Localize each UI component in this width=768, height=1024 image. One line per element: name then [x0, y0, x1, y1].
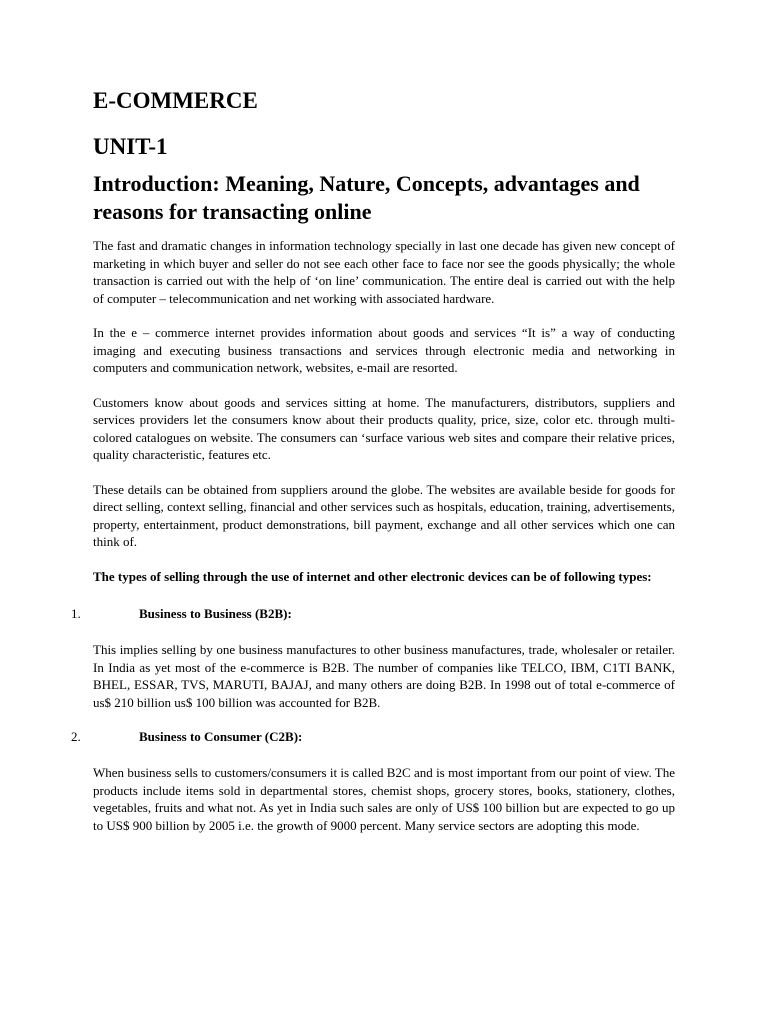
list-heading-b2b	[71, 605, 675, 622]
list-number: 2.	[71, 729, 81, 744]
types-intro: The types of selling through the use of internet and other electronic devices can be of following types:	[93, 568, 652, 584]
list-item-text: When business sells to customers/consumers it is called B2C and is most important from our point of view. The products include items sold in departmental stores, chemist shops, grocery stores, books, stationery, clothes, vegetables, fruits and what not. As yet in India such sales are only of US$ 100 billion but are expected to go up to US$ 900 billion by 2005 i.e. the growth of 9000 percent. Many service sectors are adopting this mode.	[93, 765, 675, 833]
list-item-text: This implies selling by one business manufactures to other business manufactures, trade, wholesaler or retailer. In India as yet most of the e-commerce is B2B. The number of companies like TELCO, IBM, C1TI BANK, BHEL, ESSAR, TVS, MARUTI, BAJAJ, and many others are doing B2B. In 1998 out of total e-commerce of us$ 210 billion us$ 100 billion was accounted for B2B.	[93, 642, 675, 710]
paragraph: Customers know about goods and services sitting at home. The manufacturers, distributors, suppliers and services providers let the consumers know about their products quality, price, size, color etc. through multi-colored catalogues on website. The consumers can ‘surface various web sites and compare their relative prices, quality characteristic, features etc.	[93, 394, 675, 462]
paragraph: The fast and dramatic changes in information technology specially in last one decade has given new concept of marketing in which buyer and seller do not see each other face to face nor see the goods physically; the whole transaction is carried out with the help of ‘on line’ communication. The entire deal is carried out with the help of computer – telecommunication and net working with associated hardware.	[93, 238, 675, 306]
list-label: Business to Business (B2B):	[139, 606, 292, 621]
list-heading-b2c	[71, 728, 675, 745]
list-label: Business to Consumer (C2B):	[139, 729, 303, 744]
unit-title: UNIT-1	[93, 134, 168, 159]
document-page	[71, 84, 675, 851]
document-title: E-COMMERCE	[93, 88, 258, 113]
section-title: Introduction: Meaning, Nature, Concepts, advantages and reasons for transacting online	[93, 171, 640, 224]
paragraph: In the e – commerce internet provides information about goods and services “It is” a way of conducting imaging and executing business transactions and services through electronic media and networking in computers and communication network, websites, e-mail are resorted.	[93, 325, 675, 375]
paragraph: These details can be obtained from suppliers around the globe. The websites are available beside for goods for direct selling, context selling, financial and other services such as hospitals, education, training, advertisements, property, entertainment, product demonstrations, bill payment, exchange and all other services which one can think of.	[93, 481, 675, 549]
list-number: 1.	[71, 606, 81, 621]
